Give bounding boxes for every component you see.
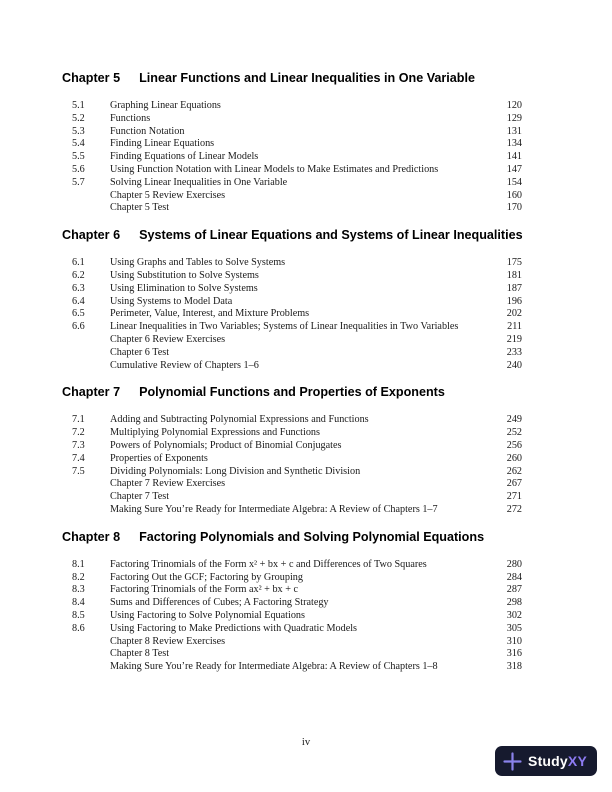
entry-title: Function Notation: [110, 125, 185, 137]
toc-entry: [62, 296, 522, 309]
entry-page: 147: [506, 163, 522, 175]
toc-entry: [62, 360, 522, 373]
entry-page: 302: [506, 609, 522, 621]
entry-number: 5.6: [72, 163, 85, 175]
entry-title: Adding and Subtracting Polynomial Expressions and Functions: [110, 414, 369, 426]
toc-entry: [62, 151, 522, 164]
toc-entry: [62, 334, 522, 347]
toc-entry: [62, 572, 522, 585]
entry-title: Using Elimination to Solve Systems: [110, 282, 258, 294]
entry-page: 305: [506, 622, 522, 634]
toc-entry: [62, 636, 522, 649]
chapter-heading: [62, 70, 543, 86]
chapter-entries: [62, 257, 522, 372]
entry-title: Finding Linear Equations: [110, 138, 215, 150]
entry-page: 175: [506, 257, 522, 269]
toc-entry: [62, 283, 522, 296]
toc-entry: [62, 504, 522, 517]
entry-title: Chapter 7 Test: [110, 491, 170, 503]
entry-number: 6.2: [72, 269, 85, 281]
chapter-title: Polynomial Functions and Properties of Exponents: [139, 385, 445, 400]
entry-title: Dividing Polynomials: Long Division and Synthetic Division: [110, 465, 361, 477]
entry-title: Using Substitution to Solve Systems: [110, 269, 259, 281]
entry-number: 5.2: [72, 112, 85, 124]
entry-page: 272: [506, 503, 522, 515]
entry-page: 240: [506, 359, 522, 371]
entry-number: 6.1: [72, 257, 85, 269]
entry-page: 310: [506, 635, 522, 647]
entry-title: Perimeter, Value, Interest, and Mixture Problems: [110, 308, 310, 320]
toc-entry: [62, 440, 522, 453]
entry-number: 7.5: [72, 465, 85, 477]
chapter-section: [62, 529, 543, 674]
toc-entry: [62, 257, 522, 270]
entry-number: 8.4: [72, 597, 85, 609]
toc-entry: [62, 100, 522, 113]
toc-entry: [62, 491, 522, 504]
toc-entry: [62, 584, 522, 597]
chapter-label: Chapter 6: [62, 228, 121, 243]
entry-number: 5.4: [72, 138, 85, 150]
entry-title: Powers of Polynomials; Product of Binomial Conjugates: [110, 439, 342, 451]
chapter-title: Linear Functions and Linear Inequalities in One Variable: [139, 71, 476, 85]
entry-page: 131: [506, 125, 522, 137]
chapter-entries: [62, 100, 522, 215]
entry-page: 256: [506, 439, 522, 451]
footer-page-number: iv: [301, 737, 311, 748]
entry-title: Solving Linear Inequalities in One Variable: [110, 176, 288, 188]
chapter-section: [62, 384, 543, 516]
toc-entry: [62, 559, 522, 572]
entry-number: 6.5: [72, 308, 85, 320]
entry-title: Chapter 5 Review Exercises: [110, 189, 226, 201]
entry-title: Properties of Exponents: [110, 452, 208, 464]
entry-title: Graphing Linear Equations: [110, 100, 221, 111]
chapter-title: Systems of Linear Equations and Systems of Linear Inequalities: [139, 228, 523, 243]
toc-entry: [62, 138, 522, 151]
entry-title: Functions: [110, 112, 151, 124]
entry-number: 5.1: [72, 100, 85, 111]
entry-page: 202: [506, 308, 522, 320]
entry-page: 160: [506, 189, 522, 201]
chapter-heading: [62, 529, 543, 545]
chapter-heading: [62, 384, 543, 400]
toc-sections: [62, 70, 543, 686]
entry-number: 6.3: [72, 282, 85, 294]
toc-entry: [62, 308, 522, 321]
entry-title: Chapter 6 Test: [110, 346, 170, 358]
entry-title: Factoring Trinomials of the Form ax² + bx + c: [110, 584, 299, 596]
entry-page: 219: [506, 333, 522, 345]
brand-name-primary: Study: [528, 753, 568, 769]
toc-entry: [62, 478, 522, 491]
entry-title: Making Sure You’re Ready for Intermediate Algebra: A Review of Chapters 1–7: [110, 503, 438, 515]
entry-title: Factoring Trinomials of the Form x² + bx + c and Differences of Two Squares: [110, 558, 427, 570]
entry-number: 5.3: [72, 125, 85, 137]
entry-page: 196: [506, 295, 522, 307]
entry-number: 8.2: [72, 571, 85, 583]
entry-page: 267: [506, 478, 522, 490]
entry-number: 7.4: [72, 452, 85, 464]
entry-title: Multiplying Polynomial Expressions and Functions: [110, 427, 320, 439]
toc-entry: [62, 414, 522, 427]
toc-entry: [62, 453, 522, 466]
toc-entry: [62, 202, 522, 215]
entry-title: Factoring Out the GCF; Factoring by Grouping: [110, 571, 303, 583]
brand-name: [528, 753, 587, 769]
entry-page: 211: [507, 321, 522, 333]
entry-title: Using Function Notation with Linear Models to Make Estimates and Predictions: [110, 163, 439, 175]
chapter-label: Chapter 8: [62, 529, 121, 544]
toc-entry: [62, 648, 522, 661]
toc-entry: [62, 177, 522, 190]
toc-entry: [62, 164, 522, 177]
chapter-title: Factoring Polynomials and Solving Polynomial Equations: [139, 529, 485, 544]
chapter-entries: [62, 414, 522, 516]
entry-page: 271: [506, 491, 522, 503]
entry-number: 6.6: [72, 321, 85, 333]
entry-title: Linear Inequalities in Two Variables; Systems of Linear Inequalities in Two Variables: [110, 321, 459, 333]
entry-page: 287: [506, 584, 522, 596]
entry-page: 284: [506, 571, 522, 583]
entry-number: 5.5: [72, 151, 85, 163]
chapter-label: Chapter 5: [62, 71, 121, 85]
entry-page: 260: [506, 452, 522, 464]
toc-entry: [62, 623, 522, 636]
entry-title: Chapter 8 Test: [110, 648, 170, 660]
entry-page: 316: [506, 648, 522, 660]
entry-page: 134: [506, 138, 522, 150]
toc-entry: [62, 427, 522, 440]
entry-title: Using Factoring to Make Predictions with Quadratic Models: [110, 622, 358, 634]
toc-entry: [62, 466, 522, 479]
toc-entry: [62, 610, 522, 623]
entry-title: Making Sure You’re Ready for Intermediate Algebra: A Review of Chapters 1–8: [110, 661, 438, 673]
entry-title: Using Systems to Model Data: [110, 295, 233, 307]
toc-entry: [62, 113, 522, 126]
entry-page: 187: [506, 282, 522, 294]
chapter-heading: [62, 227, 543, 243]
entry-title: Chapter 7 Review Exercises: [110, 478, 226, 490]
entry-number: 7.3: [72, 439, 85, 451]
entry-number: 5.7: [72, 176, 85, 188]
entry-title: Using Factoring to Solve Polynomial Equations: [110, 609, 305, 621]
entry-page: 141: [506, 151, 522, 163]
toc-entry: [62, 270, 522, 283]
plus-icon: [503, 752, 522, 771]
toc-entry: [62, 597, 522, 610]
chapter-entries: [62, 559, 522, 674]
toc-entry: [62, 661, 522, 674]
entry-page: 170: [506, 202, 522, 214]
chapter-label: Chapter 7: [62, 385, 121, 400]
studyxy-badge: [495, 746, 597, 776]
entry-title: Using Graphs and Tables to Solve Systems: [110, 257, 286, 269]
entry-title: Sums and Differences of Cubes; A Factoring Strategy: [110, 597, 329, 609]
entry-page: 280: [506, 558, 522, 570]
entry-number: 8.1: [72, 558, 85, 570]
toc-entry: [62, 321, 522, 334]
entry-page: 181: [506, 269, 522, 281]
entry-page: 249: [506, 414, 522, 426]
entry-number: 6.4: [72, 295, 85, 307]
entry-title: Chapter 6 Review Exercises: [110, 333, 226, 345]
entry-title: Chapter 8 Review Exercises: [110, 635, 226, 647]
entry-number: 7.1: [72, 414, 85, 426]
chapter-section: [62, 70, 543, 215]
entry-title: Chapter 5 Test: [110, 202, 170, 214]
toc-entry: [62, 347, 522, 360]
brand-name-accent: XY: [567, 753, 587, 769]
entry-page: 120: [506, 100, 522, 111]
entry-title: Finding Equations of Linear Models: [110, 151, 259, 163]
entry-title: Cumulative Review of Chapters 1–6: [110, 359, 259, 371]
entry-page: 129: [506, 112, 522, 124]
entry-page: 252: [506, 427, 522, 439]
toc-entry: [62, 126, 522, 139]
entry-number: 8.3: [72, 584, 85, 596]
entry-page: 262: [506, 465, 522, 477]
entry-number: 8.6: [72, 622, 85, 634]
entry-number: 7.2: [72, 427, 85, 439]
entry-page: 298: [506, 597, 522, 609]
entry-number: 8.5: [72, 609, 85, 621]
entry-page: 318: [506, 661, 522, 673]
entry-page: 233: [506, 346, 522, 358]
chapter-section: [62, 227, 543, 372]
toc-entry: [62, 190, 522, 203]
entry-page: 154: [506, 176, 522, 188]
